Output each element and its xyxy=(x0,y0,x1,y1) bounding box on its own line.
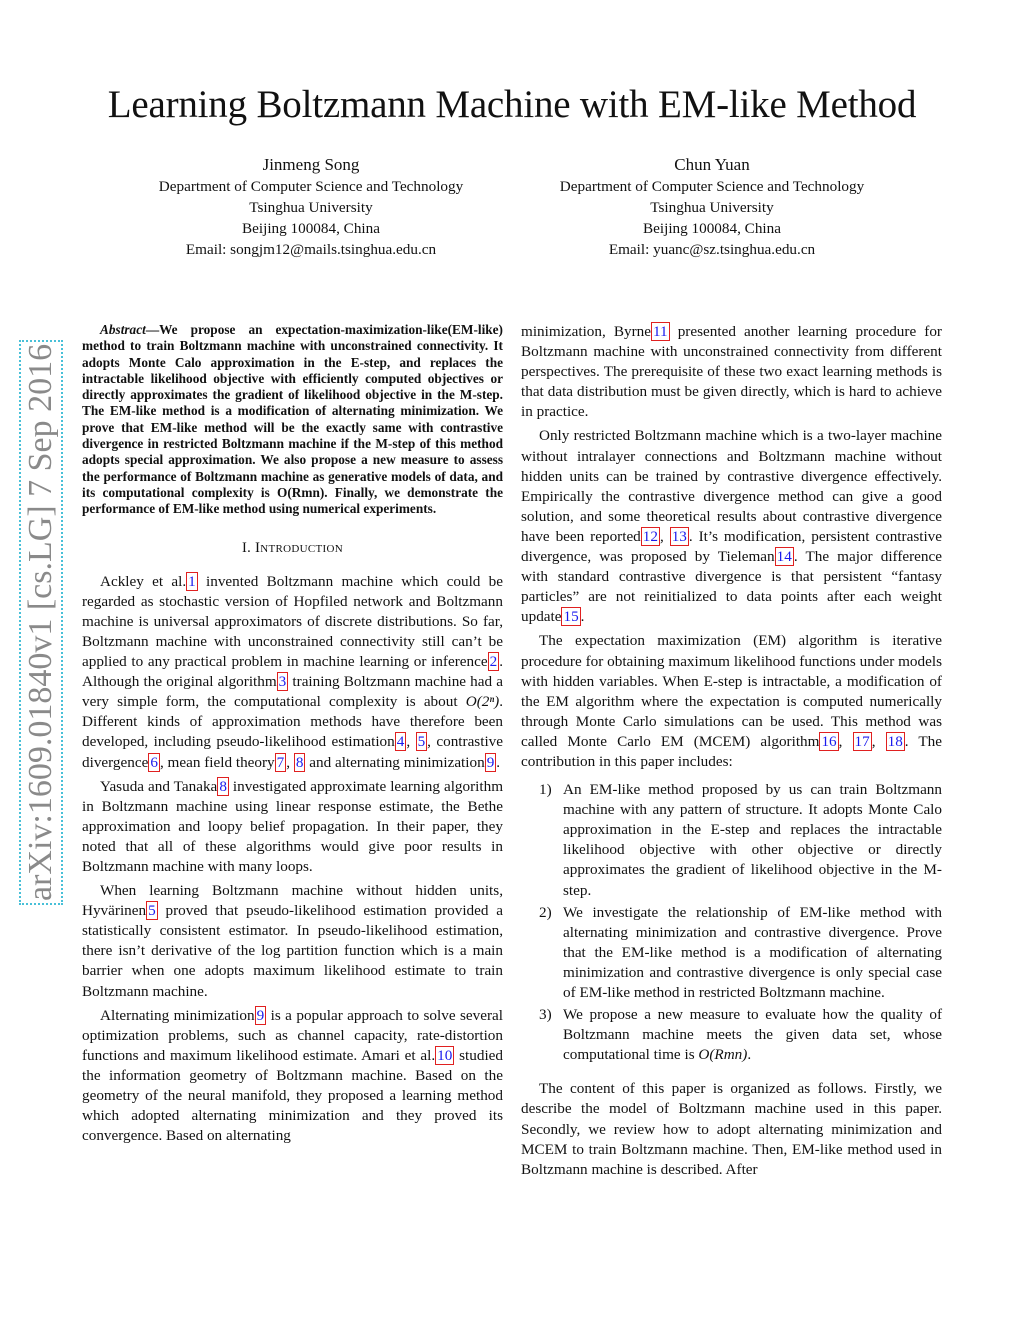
left-paragraphs xyxy=(82,572,503,1147)
contribution-item: 2) We investigate the relationship of EM-like method with alternating minimization and contrastive divergence. Prove that the EM-like method is a modification of alternating minimization and contrastive divergence is only special case of EM-like method in restricted Boltzmann machine. xyxy=(539,903,942,1001)
body-paragraph: When learning Boltzmann machine without hidden units, Hyvärinen 5 proved that pseudo-likelihood estimation provided a statistically consistent estimator. In pseudo-likelihood estimation, there isn’t derivative of the log partition function which is a main barrier when one adopts maximum likelihood estimate to train Boltzmann machine. xyxy=(82,882,503,1000)
right-paragraphs xyxy=(521,322,942,772)
body-paragraph: The content of this paper is organized as follows. Firstly, we describe the model of Boltzmann machine used in this paper. Secondly, we review how to adopt alternating minimization and MCEM to train Boltzmann machine. Then, EM-like method used in Boltzmann machine is described. After xyxy=(521,1080,942,1178)
closing-paragraph-wrap xyxy=(521,1079,942,1179)
body-paragraph: minimization, Byrne 11 presented another learning procedure for Boltzmann machine with unconstrained connectivity from different perspectives. The prerequisite of these two exact learning methods is that data distribution must be given directly, which is hard to achieve in practice. xyxy=(521,323,942,421)
abstract xyxy=(82,322,503,518)
arxiv-stamp-text: arXiv:1609.01840v1 [cs.LG] 7 Sep 2016 xyxy=(19,340,63,905)
citation-link[interactable]: 1 xyxy=(188,572,196,590)
contribution-item: 3) We propose a new measure to evaluate how the quality of Boltzmann machine meets the given data set, whose computational time is O(Rmn). xyxy=(539,1006,942,1064)
contribution-number: 3) xyxy=(539,1006,552,1024)
contribution-number: 2) xyxy=(539,903,552,921)
citation-link[interactable]: 14 xyxy=(776,548,792,566)
citation-link[interactable]: 11 xyxy=(653,323,668,340)
author-email: Email: yuanc@sz.tsinghua.edu.cn xyxy=(608,241,816,258)
section-number: I. xyxy=(241,539,252,556)
body-paragraph: Alternating minimization 9 is a popular approach to solve several optimization problems, such as channel capacity, rate-distortion functions and maximum likelihood estimate. Amari et al. 10 studied the information geometry of Boltzmann machine. Based on the geometry of the neural manifold, they proposed a learning method which adopted alternating minimization and they proved its convergence. Based on alternating xyxy=(82,1006,504,1145)
abstract-lead: Abstract xyxy=(100,322,146,337)
author-department: Department of Computer Science and Technology xyxy=(158,178,464,195)
author-city: Beijing 100084, China xyxy=(643,220,781,237)
abstract-text: —We propose an expectation-maximization-like(EM-like) method to train Boltzmann machine with unconstrained connectivity. It adopts Monte Calo approximation in the E-step, and replaces the intractable likelihood objective with efficiently computed objectives or directly approximates the gradient of likelihood objective in the M-step. The EM-like method is a modification of alternating minimization. We prove that EM-like method will be the exactly same with contrastive divergence in restricted Boltzmann machine if the M-step of this method adopts special approximation. We also propose a new measure to assess the performance of Boltzmann machine as generative models of data, and its computational complexity is O(Rmn). Finally, we demonstrate the performance of EM-like method using numerical experiments. xyxy=(82,322,503,517)
citation-link[interactable]: 18 xyxy=(887,732,903,750)
citation-link[interactable]: 5 xyxy=(417,733,426,751)
author-university: Tsinghua University xyxy=(650,199,774,216)
author-university: Tsinghua University xyxy=(249,199,373,216)
arxiv-stamp xyxy=(19,325,59,905)
citation-link[interactable]: 16 xyxy=(821,732,837,750)
author-block-2 xyxy=(512,154,912,260)
author-block-1 xyxy=(111,154,511,260)
contribution-item: 1) An EM-like method proposed by us can train Boltzmann machine with any pattern of structure. It adopts Monte Calo approximation in the E-step and replaces the intractable likelihood objective with other objective or directly approximates the gradient of likelihood objective in the M-step. xyxy=(539,781,942,899)
author-department: Department of Computer Science and Technology xyxy=(559,178,865,195)
citation-link[interactable]: 12 xyxy=(642,527,658,545)
inline-math: O(Rmn) xyxy=(698,1046,748,1064)
section-heading xyxy=(82,538,503,558)
citation-link[interactable]: 15 xyxy=(563,608,579,626)
citation-link[interactable]: 3 xyxy=(278,673,287,691)
citation-link[interactable]: 8 xyxy=(219,777,227,795)
author-email: Email: songjm12@mails.tsinghua.edu.cn xyxy=(185,241,437,258)
citation-link[interactable]: 7 xyxy=(276,753,285,771)
body-paragraph: Ackley et al. 1 invented Boltzmann machine which could be regarded as stochastic version of Hopfiled network and Boltzmann machine is universal approximators of discrete distributions. So far, Boltzmann machine with unconstrained connectivity still can’t be applied to any practical problem in machine learning or inference 2 . Although the original algorithm 3 training Boltzmann machine had a very simple form, the computational complexity is about O(2ⁿ). Different kinds of approximation methods have therefore been developed, including pseudo-likelihood estimation 4 , 5 , contrastive divergence 6 , mean field theory 7 , 8 and alternating minimization 9 . xyxy=(82,572,503,771)
citation-link[interactable]: 8 xyxy=(295,753,304,771)
citation-link[interactable]: 6 xyxy=(150,753,158,771)
citation-link[interactable]: 17 xyxy=(854,732,870,750)
left-column xyxy=(82,322,503,1150)
citation-link[interactable]: 2 xyxy=(489,653,498,671)
inline-math: O(2ⁿ) xyxy=(465,693,500,711)
body-paragraph: The expectation maximization (EM) algorithm is iterative procedure for obtaining maximum likelihood functions under models with hidden variables. When E-step is intractable, a modification of the EM algorithm where the expectation is computed numerically through Monte Carlo simulations can be used. This method was called Monte Carlo EM (MCEM) algorithm 16 , 17 , 18 . The contribution in this paper includes: xyxy=(521,632,943,770)
citation-link[interactable]: 9 xyxy=(256,1006,265,1024)
author-name: Jinmeng Song xyxy=(262,155,360,174)
author-name: Chun Yuan xyxy=(674,155,750,174)
contribution-list xyxy=(521,780,942,1065)
citation-link[interactable]: 13 xyxy=(671,527,687,545)
section-title: Introduction xyxy=(254,539,344,556)
citation-link[interactable]: 10 xyxy=(437,1046,453,1064)
right-column xyxy=(521,322,942,1184)
contribution-number: 1) xyxy=(539,781,552,799)
author-city: Beijing 100084, China xyxy=(242,220,380,237)
body-paragraph: Only restricted Boltzmann machine which is a two-layer machine without intralayer connections and Boltzmann machine without hidden units can be trained by contrastive divergence effectively. Empirically the contrastive divergence method can give a good solution, and some theoretical results about contrastive divergence have been reported 12 , 13 . It’s modification, persistent contrastive divergence, was proposed by Tieleman 14 . The major difference with standard contrastive divergence is that persistent “fantasy particles” are not reinitialized to data points after each weight update 15 . xyxy=(521,427,942,626)
citation-link[interactable]: 9 xyxy=(486,753,495,771)
citation-link[interactable]: 4 xyxy=(396,733,405,751)
citation-link[interactable]: 5 xyxy=(148,902,156,920)
paper-title: Learning Boltzmann Machine with EM-like Method xyxy=(107,83,917,126)
body-paragraph: Yasuda and Tanaka 8 investigated approximate learning algorithm in Boltzmann machine using linear response estimate, the Bethe approximation and loopy belief propagation. In their paper, they noted that all of these algorithms would give poor results in Boltzmann machine with many loops. xyxy=(82,777,504,875)
